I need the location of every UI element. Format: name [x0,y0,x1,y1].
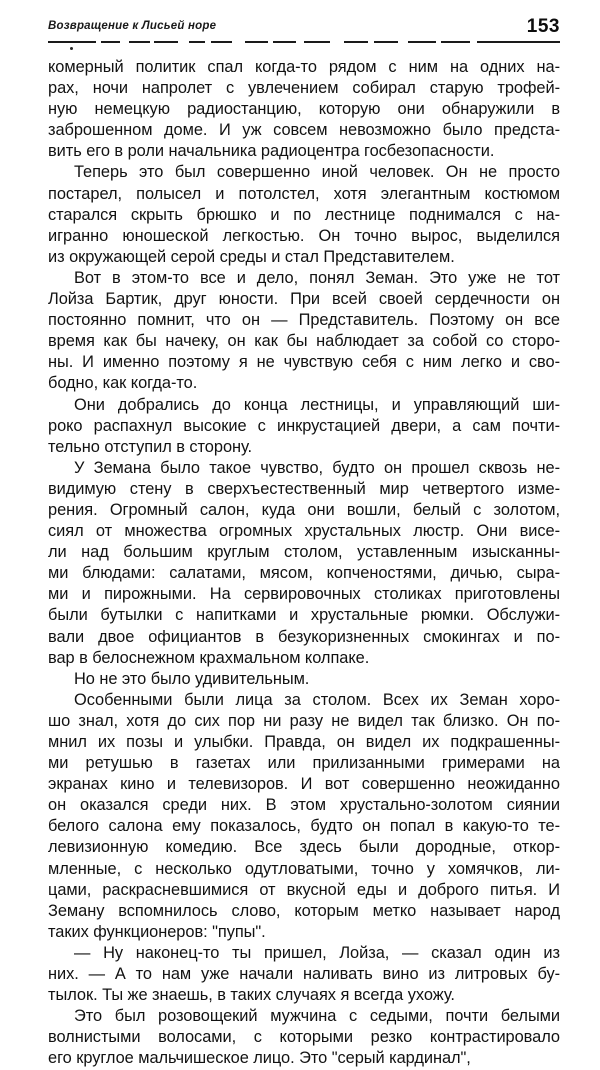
text-line: Они добрались до конца лестницы, и управляющий ши- [74,395,560,414]
scan-speckle [232,41,245,43]
text-line: тельно отступил в сторону. [48,437,253,456]
text-line: игранно юношеской легкостью. Он точно вырос, выделился [48,226,560,245]
scan-speckle [368,41,374,43]
paragraph [48,268,560,395]
text-line: белого салона ему показалось, будто он попал в какую-то те- [48,817,560,836]
page-number: 153 [526,16,560,37]
text-line: тылок. Ты же знаешь, в таких случаях я всегда ухожу. [48,986,455,1005]
paragraph [48,395,560,458]
text-line: мнил их позы и улыбки. Правда, он видел их подкрашенны- [48,733,560,751]
text-line: его круглое мальчишеское лицо. Это "серый кардинал", [48,1049,471,1068]
text-line: цами, раскрасневшимися от вкусной еды и доброго питья. И [48,880,560,899]
scan-speckle [150,41,154,43]
text-line: были бутылки с напитками и хрустальные рюмки. Обслужи- [48,606,560,625]
text-line: них. — А то нам уже начали наливать вино из литровых бу- [48,965,560,984]
paragraph [48,458,560,669]
paragraph [48,669,560,690]
body-text [48,57,560,1070]
text-line: Но не это было удивительным. [74,669,310,688]
paragraph [48,1006,560,1069]
running-head-title: Возвращение к Лисьей норе [48,20,217,32]
text-line: ми ретушью в газетах или прилизанными гримерами на [48,754,560,773]
text-line: постоянно помнит, что он — Представитель. Поэтому он все [48,311,560,330]
text-line: роко распахнул высокие с инкрустацией двери, а сам почти- [48,416,560,435]
text-line: он оказался среди них. В этом хрустально-золотом сиянии [48,796,560,815]
paragraph [48,943,560,1006]
text-line: из окружающей серой среды и стал Представителем. [48,247,455,266]
text-line: рения. Огромный салон, куда они вошли, белый с золотом, [48,500,560,519]
text-line: — Ну наконец-то ты пришел, Лойза, — сказал один из [74,943,560,962]
text-line: заброшенном доме. И уж совсем невозможно было предста- [48,121,560,140]
text-line: ны. И именно поэтому я не чувствую себя с ним легко и сво- [48,353,560,372]
text-line: Вот в этом-то все и дело, понял Земан. Это уже не тот [74,268,560,287]
scan-speckle [205,41,211,43]
text-line: вар в белоснежном крахмальном колпаке. [48,648,370,667]
text-line: сиял от множества огромных хрустальных люстр. Они висе- [48,522,560,541]
text-line: видимую стену в сверхъестественный мир четвертого изме- [48,479,560,498]
text-line: ми блюдами: салатами, мясом, копченостями, дичью, сыра- [48,564,560,583]
text-line: вали двое официантов в безукоризненных смокингах и по- [48,627,560,646]
text-line: Особенными были лица за столом. Всех их Земан хоро- [74,690,560,709]
text-line: волнистыми волосами, с которыми резко контрастировало [48,1028,560,1047]
text-line: бодно, как когда-то. [48,374,198,393]
text-line: ную немецкую радиостанцию, которую они обнаружили в [48,100,560,119]
text-line: Это был розовощекий мужчина с седыми, почти белыми [74,1007,560,1026]
text-line: вить его в роли начальника радиоцентра госбезопасности. [48,142,495,161]
text-line: постарел, полысел и потолстел, хотя элегантным костюмом [48,184,560,203]
running-head [48,16,560,42]
paragraph [48,57,560,162]
text-line: шо знал, хотя до сих пор ни разу не видел так близко. Он по- [48,711,560,730]
scan-speckle [268,41,273,43]
text-line: Земану вспомнилось слово, которым метко называет народ [48,901,560,920]
scan-speckle [436,41,441,43]
text-line: У Земана было такое чувство, будто он прошел сквозь не- [74,458,560,477]
paragraph [48,690,560,943]
text-line: Лойза Бартик, друг юности. При всей своей сердечности он [48,290,560,309]
scan-speckle [120,41,129,43]
text-line: рах, ночи напролет с увлечением собирал старую трофей- [48,79,560,98]
text-line: Теперь это был совершенно иной человек. Он не просто [74,163,560,182]
text-line: комерный политик спал когда-то рядом с ним на одних на- [48,58,560,76]
text-line: таких функционеров: "пупы". [48,922,266,941]
scan-speckle [96,41,101,43]
paragraph [48,162,560,267]
text-line: ми и пирожными. На сервировочных столиках приготовлены [48,585,560,604]
text-line: левизионную комедию. Все здесь были дородные, откор- [48,838,560,857]
scan-speckle [470,41,477,43]
text-line: старался скрыть брюшко и по лестнице поднимался с на- [48,205,560,224]
text-line: мленные, с несколько одутловатыми, точно у хомячков, ли- [48,859,560,878]
text-line: экранах кино и телевизоров. И вот совершенно неожиданно [48,775,560,794]
scan-speckle [296,41,304,43]
scan-speckle [330,41,344,43]
scan-speckle [178,41,189,43]
scan-speckle [398,41,408,43]
text-line: время как бы начеку, он как бы наблюдает за собой со сторо- [48,332,560,351]
scan-artifact-dot [70,47,73,50]
text-line: ли над большим круглым столом, уставленным изысканны- [48,543,560,562]
